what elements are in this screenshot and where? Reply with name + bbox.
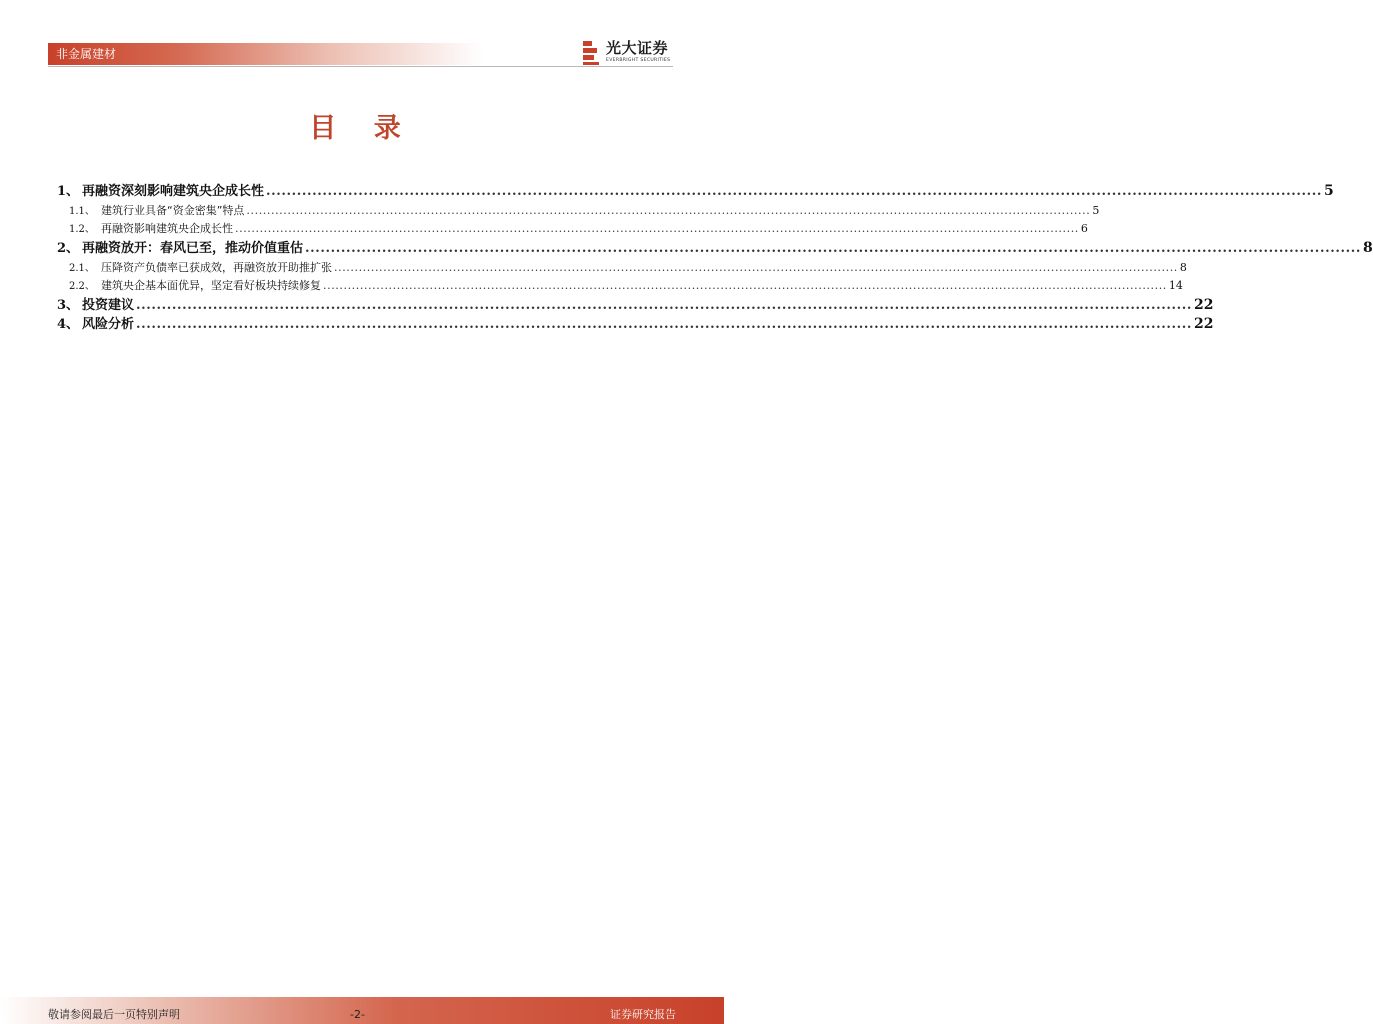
toc-entry-title: 建筑央企基本面优异，坚定看好板块持续修复 bbox=[101, 279, 321, 292]
page-title: 目 录 bbox=[309, 113, 415, 144]
toc-entry-number: 1、 bbox=[57, 184, 80, 199]
toc-entry-title: 再融资放开：春风已至，推动价值重估 bbox=[82, 241, 304, 256]
toc-entry-number: 4、 bbox=[57, 317, 80, 332]
toc-entry-title: 风险分析 bbox=[82, 317, 135, 332]
toc-entry[interactable] bbox=[57, 239, 1373, 258]
toc-leader-dots: .............................................................................................................................................................................................................. bbox=[266, 184, 1322, 199]
toc-entry-page: 5 bbox=[1092, 204, 1100, 217]
toc-entry-number: 2、 bbox=[57, 241, 80, 256]
toc-entry-number: 1.1、 bbox=[69, 206, 95, 217]
toc-entry[interactable] bbox=[57, 296, 1214, 315]
section-tag: 非金属建材 bbox=[56, 47, 117, 61]
header-divider bbox=[48, 66, 673, 67]
brand-logo bbox=[580, 40, 674, 66]
toc-entry[interactable] bbox=[57, 315, 1214, 334]
toc-entry[interactable] bbox=[57, 221, 1088, 238]
brand-name-en: EVERBRIGHT SECURITIES bbox=[606, 58, 671, 63]
footer-disclaimer: 敬请参阅最后一页特别声明 bbox=[48, 1008, 180, 1021]
toc-entry-number: 3、 bbox=[57, 298, 80, 313]
toc-entry-page: 14 bbox=[1168, 279, 1183, 292]
toc-entry-page: 8 bbox=[1179, 261, 1187, 274]
toc-entry[interactable] bbox=[57, 182, 1334, 201]
toc-leader-dots: .............................................................................................................................................................................................................. bbox=[305, 241, 1361, 256]
toc-entry-title: 再融资深刻影响建筑央企成长性 bbox=[82, 184, 265, 199]
brand-logo-icon bbox=[580, 40, 602, 66]
toc-entry-title: 再融资影响建筑央企成长性 bbox=[101, 222, 233, 235]
toc-entry[interactable] bbox=[57, 203, 1100, 220]
toc-entry-page: 22 bbox=[1193, 316, 1214, 332]
toc-entry-number: 2.1、 bbox=[69, 263, 95, 274]
footer-report-type: 证券研究报告 bbox=[610, 1008, 676, 1021]
toc-entry[interactable] bbox=[57, 260, 1187, 277]
toc-entry-title: 建筑行业具备“资金密集”特点 bbox=[101, 204, 245, 217]
toc-entry-page: 5 bbox=[1323, 183, 1334, 199]
toc-leader-dots: .............................................................................................................................................................................................................. bbox=[235, 222, 1079, 235]
toc-entry-title: 投资建议 bbox=[82, 298, 135, 313]
brand-name-cn: 光大证券 bbox=[606, 39, 669, 57]
toc-entry-number: 1.2、 bbox=[69, 224, 95, 235]
toc-entry-title: 压降资产负债率已获成效，再融资放开助推扩张 bbox=[101, 261, 332, 274]
toc-entry-page: 22 bbox=[1193, 297, 1214, 313]
toc-entry[interactable] bbox=[57, 278, 1183, 295]
toc-leader-dots: .............................................................................................................................................................................................................. bbox=[246, 204, 1091, 217]
toc-leader-dots: .............................................................................................................................................................................................................. bbox=[323, 279, 1167, 292]
toc-leader-dots: .............................................................................................................................................................................................................. bbox=[334, 261, 1178, 274]
toc-entry-number: 2.2、 bbox=[69, 281, 95, 292]
page-number: -2- bbox=[350, 1008, 365, 1021]
toc-entry-page: 8 bbox=[1362, 240, 1373, 256]
toc-leader-dots: .............................................................................................................................................................................................................. bbox=[136, 317, 1192, 332]
toc-entry-page: 6 bbox=[1080, 222, 1088, 235]
toc-leader-dots: .............................................................................................................................................................................................................. bbox=[136, 298, 1192, 313]
